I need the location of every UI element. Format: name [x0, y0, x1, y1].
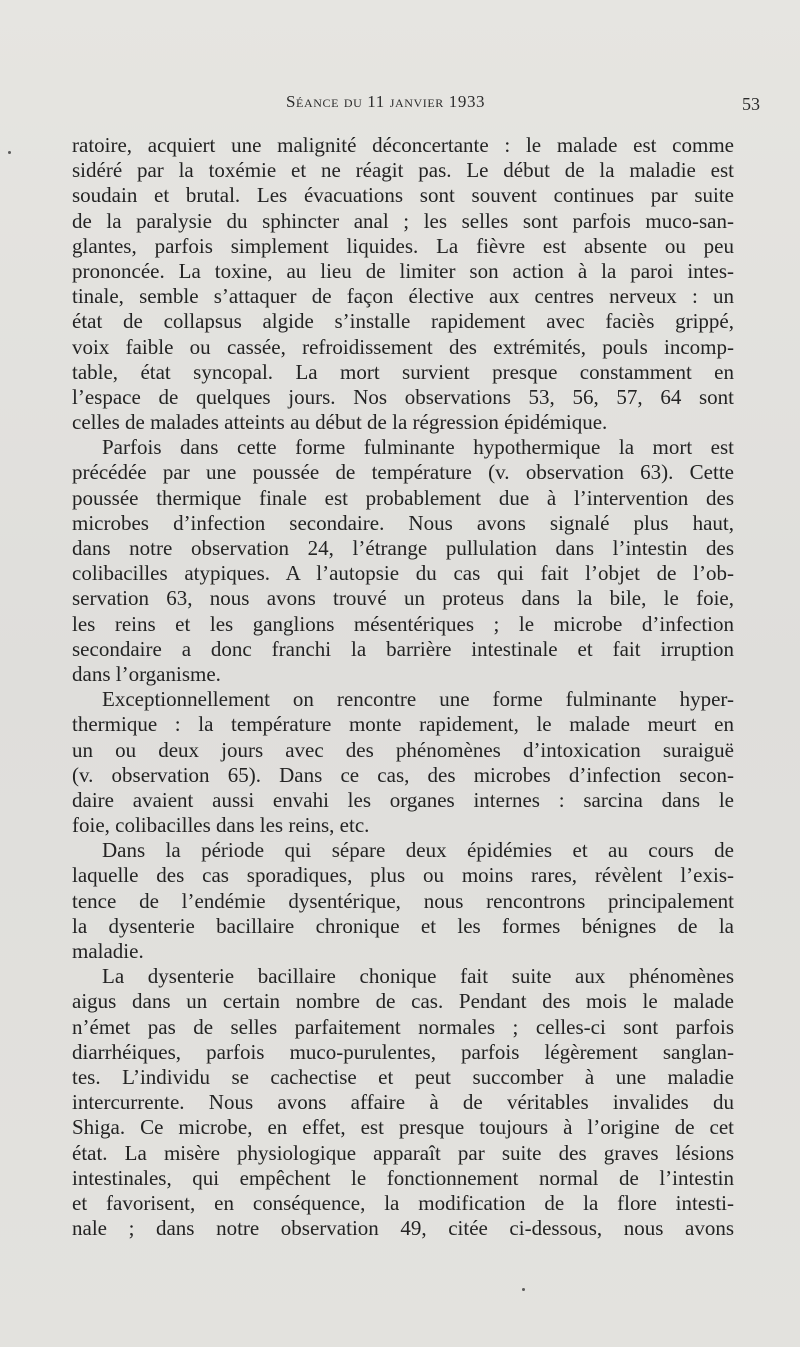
text-line: Shiga. Ce microbe, en effet, est presque toujours à l’origine de cet [72, 1115, 734, 1140]
text-line: maladie. [72, 939, 144, 963]
text-line: voix faible ou cassée, refroidissement des extrémités, pouls incomp- [72, 334, 734, 359]
text-line: les reins et les ganglions mésentériques ; le microbe d’infection [72, 611, 734, 636]
text-line: secondaire a donc franchi la barrière intestinale et fait irruption [72, 636, 734, 661]
text-line: table, état syncopal. La mort survient presque constamment en [72, 359, 734, 384]
text-line: intestinales, qui empêchent le fonctionnement normal de l’intestin [72, 1165, 734, 1190]
text-line: tence de l’endémie dysentérique, nous rencontrons principalement [72, 888, 734, 913]
text-line: poussée thermique finale est probablement due à l’intervention des [72, 485, 734, 510]
text-line: n’émet pas de selles parfaitement normales ; celles-ci sont parfois [72, 1014, 734, 1039]
text-line: foie, colibacilles dans les reins, etc. [72, 813, 370, 838]
text-line: prononcée. La toxine, au lieu de limiter son action à la paroi intes- [72, 258, 734, 283]
text-line: de la paralysie du sphincter anal ; les selles sont parfois muco-san- [72, 208, 734, 233]
text-line: laquelle des cas sporadiques, plus ou moins rares, révèlent l’exis- [72, 863, 734, 888]
text-line: sidéré par la toxémie et ne réagit pas. Le début de la maladie est [72, 158, 734, 183]
text-line: et favorisent, en conséquence, la modification de la flore intesti- [72, 1190, 734, 1215]
text-line: tes. L’individu se cachectise et peut succomber à une maladie [72, 1064, 734, 1089]
text-line: tinale, semble s’attaquer de façon élective aux centres nerveux : un [72, 284, 734, 309]
text-line: Parfois dans cette forme fulminante hypothermique la mort est [102, 435, 734, 460]
text-line: glantes, parfois simplement liquides. La fièvre est absente ou peu [72, 233, 734, 258]
text-line: aigus dans un certain nombre de cas. Pendant des mois le malade [72, 989, 734, 1014]
text-line: la dysenterie bacillaire chronique et les formes bénignes de la [72, 913, 734, 938]
body-text [72, 133, 734, 1241]
text-line: ratoire, acquiert une malignité déconcertante : le malade est comme [72, 133, 734, 157]
text-line: (v. observation 65). Dans ce cas, des microbes d’infection secon- [72, 762, 734, 787]
text-line: Dans la période qui sépare deux épidémies et au cours de [102, 838, 734, 863]
paper-speck [8, 151, 11, 154]
text-line: précédée par une poussée de température (v. observation 63). Cette [72, 460, 734, 485]
text-line: celles de malades atteints au début de la régression épidémique. [72, 410, 608, 435]
text-line: La dysenterie bacillaire chonique fait suite aux phénomènes [102, 964, 734, 989]
paper-speck [522, 1288, 525, 1291]
text-line: état. La misère physiologique apparaît par suite des graves lésions [72, 1140, 734, 1165]
text-line: diarrhéiques, parfois muco-purulentes, parfois légèrement sanglan- [72, 1039, 734, 1064]
text-line: microbes d’infection secondaire. Nous avons signalé plus haut, [72, 510, 734, 535]
page-number: 53 [742, 94, 760, 114]
text-line: dans l’organisme. [72, 661, 221, 686]
text-line: intercurrente. Nous avons affaire à de véritables invalides du [72, 1090, 734, 1115]
text-line: Exceptionnellement on rencontre une forme fulminante hyper- [102, 687, 734, 712]
text-line: nale ; dans notre observation 49, citée ci-dessous, nous avons [72, 1216, 734, 1241]
text-line: un ou deux jours avec des phénomènes d’intoxication suraiguë [72, 737, 734, 762]
text-line: colibacilles atypiques. A l’autopsie du cas qui fait l’objet de l’ob- [72, 561, 734, 586]
running-head: Séance du 11 janvier 1933 [286, 92, 486, 111]
text-line: soudain et brutal. Les évacuations sont souvent continues par suite [72, 183, 734, 208]
text-line: servation 63, nous avons trouvé un proteus dans la bile, le foie, [72, 586, 734, 611]
text-line: l’espace de quelques jours. Nos observations 53, 56, 57, 64 sont [72, 384, 734, 409]
text-line: daire avaient aussi envahi les organes internes : sarcina dans le [72, 787, 734, 812]
text-line: thermique : la température monte rapidement, le malade meurt en [72, 712, 734, 737]
page-header [0, 92, 800, 118]
text-line: dans notre observation 24, l’étrange pullulation dans l’intestin des [72, 536, 734, 560]
text-line: état de collapsus algide s’installe rapidement avec faciès grippé, [72, 309, 734, 334]
